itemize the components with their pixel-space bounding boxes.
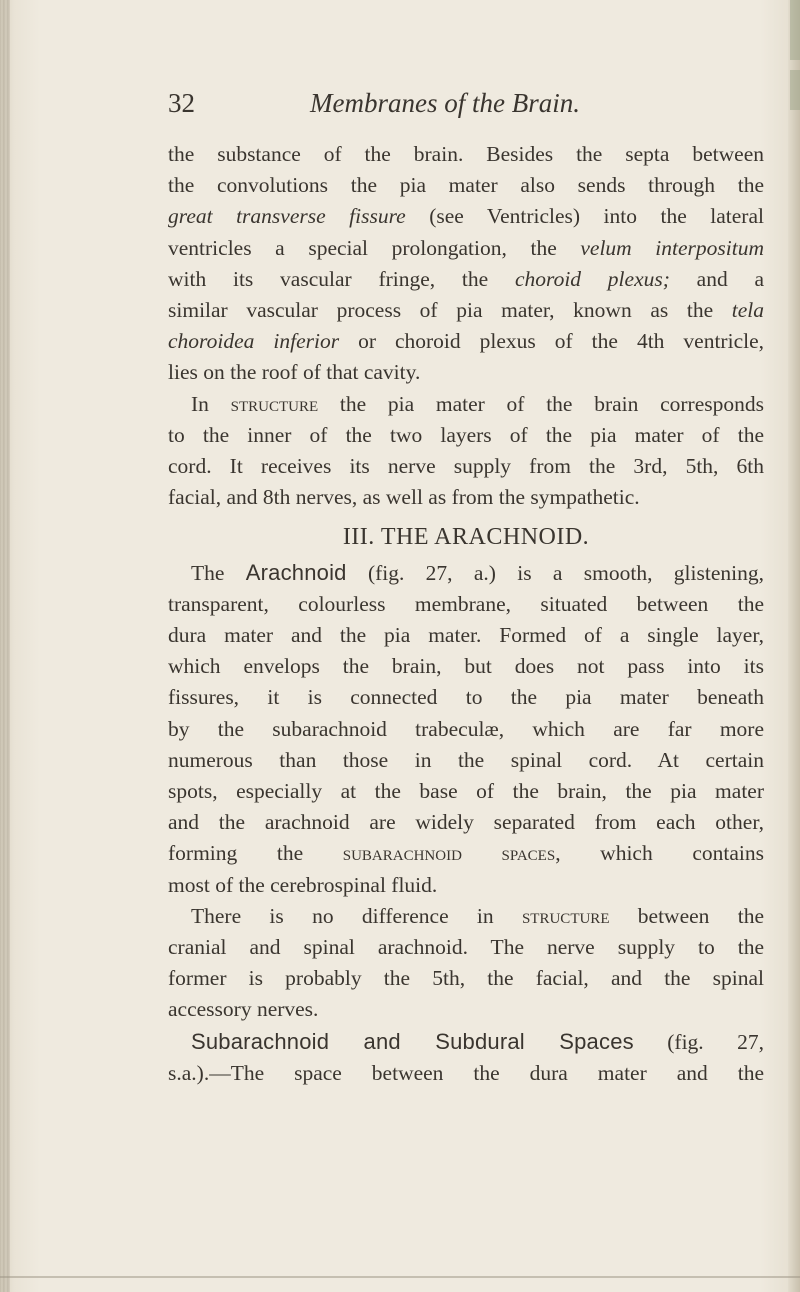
italic-term: choroidea inferior [168, 329, 340, 354]
text-line: by the subarachnoid trabeculæ, which are far more [168, 716, 764, 741]
text-line: facial, and 8th nerves, as well as from the sympathetic. [168, 485, 640, 510]
page-bottom-edge [0, 1276, 800, 1278]
body-text [168, 139, 764, 1089]
text-line: transparent, colourless membrane, situated between the [168, 591, 764, 616]
text-line: choroidea inferior or choroid plexus of the 4th ventricle, [168, 329, 765, 354]
text-line: In structure the pia mater of the brain corresponds [191, 391, 764, 416]
italic-term: great transverse fissure [168, 204, 406, 229]
page-edge-mark [790, 70, 800, 110]
small-caps-term: subarachnoid spaces [342, 841, 556, 866]
bold-term: Subarachnoid and Subdural Spaces [191, 1028, 634, 1054]
text-line: fissures, it is connected to the pia mater beneath [168, 685, 764, 710]
bold-term: Arachnoid [245, 559, 347, 585]
text-line: accessory nerves. [168, 997, 319, 1022]
running-title: Membranes of the Brain. [310, 88, 580, 118]
text-line: s.a.).—The space between the dura mater and the [168, 1060, 764, 1085]
italic-term: velum interpositum [580, 235, 764, 260]
text-line: numerous than those in the spinal cord. At certain [168, 747, 764, 772]
italic-term: choroid plexus; [514, 266, 670, 291]
text-line: to the inner of the two layers of the pia mater of the [168, 422, 764, 447]
section-heading: III. THE ARACHNOID. [342, 524, 590, 551]
text-line: ventricles a special prolongation, the velum interpositum [168, 235, 764, 260]
text-line: forming the subarachnoid spaces, which contains [168, 841, 764, 866]
text-line: great transverse fissure (see Ventricles) into the lateral [168, 204, 764, 229]
text-line: the convolutions the pia mater also sends through the [168, 173, 764, 198]
text-line: which envelops the brain, but does not pass into its [168, 654, 764, 679]
page-header [168, 88, 668, 128]
small-caps-term: structure [521, 903, 610, 928]
text-line: cord. It receives its nerve supply from the 3rd, 5th, 6th [168, 454, 764, 479]
text-line: spots, especially at the base of the brain, the pia mater [168, 779, 764, 804]
page-number: 32 [168, 88, 195, 118]
text-line: with its vascular fringe, the choroid plexus; and a [168, 266, 764, 291]
text-line: and the arachnoid are widely separated from each other, [168, 810, 764, 835]
text-line: lies on the roof of that cavity. [168, 360, 421, 385]
text-line: Subarachnoid and Subdural Spaces (fig. 27, [191, 1028, 764, 1054]
book-spine-edge [0, 0, 10, 1292]
text-line: The Arachnoid (fig. 27, a.) is a smooth, glistening, [191, 559, 764, 585]
italic-term: tela [731, 298, 764, 323]
page-edge-mark [790, 0, 800, 60]
text-line: similar vascular process of pia mater, known as the tela [168, 298, 764, 323]
text-line: cranial and spinal arachnoid. The nerve supply to the [168, 935, 764, 960]
page-right-edge [788, 0, 800, 1292]
text-line: dura mater and the pia mater. Formed of a single layer, [168, 623, 764, 648]
small-caps-term: structure [230, 391, 319, 416]
text-line: most of the cerebrospinal fluid. [168, 872, 438, 897]
text-line: former is probably the 5th, the facial, and the spinal [168, 966, 764, 991]
text-line: There is no difference in structure between the [191, 903, 764, 928]
text-line: the substance of the brain. Besides the septa between [168, 142, 764, 166]
